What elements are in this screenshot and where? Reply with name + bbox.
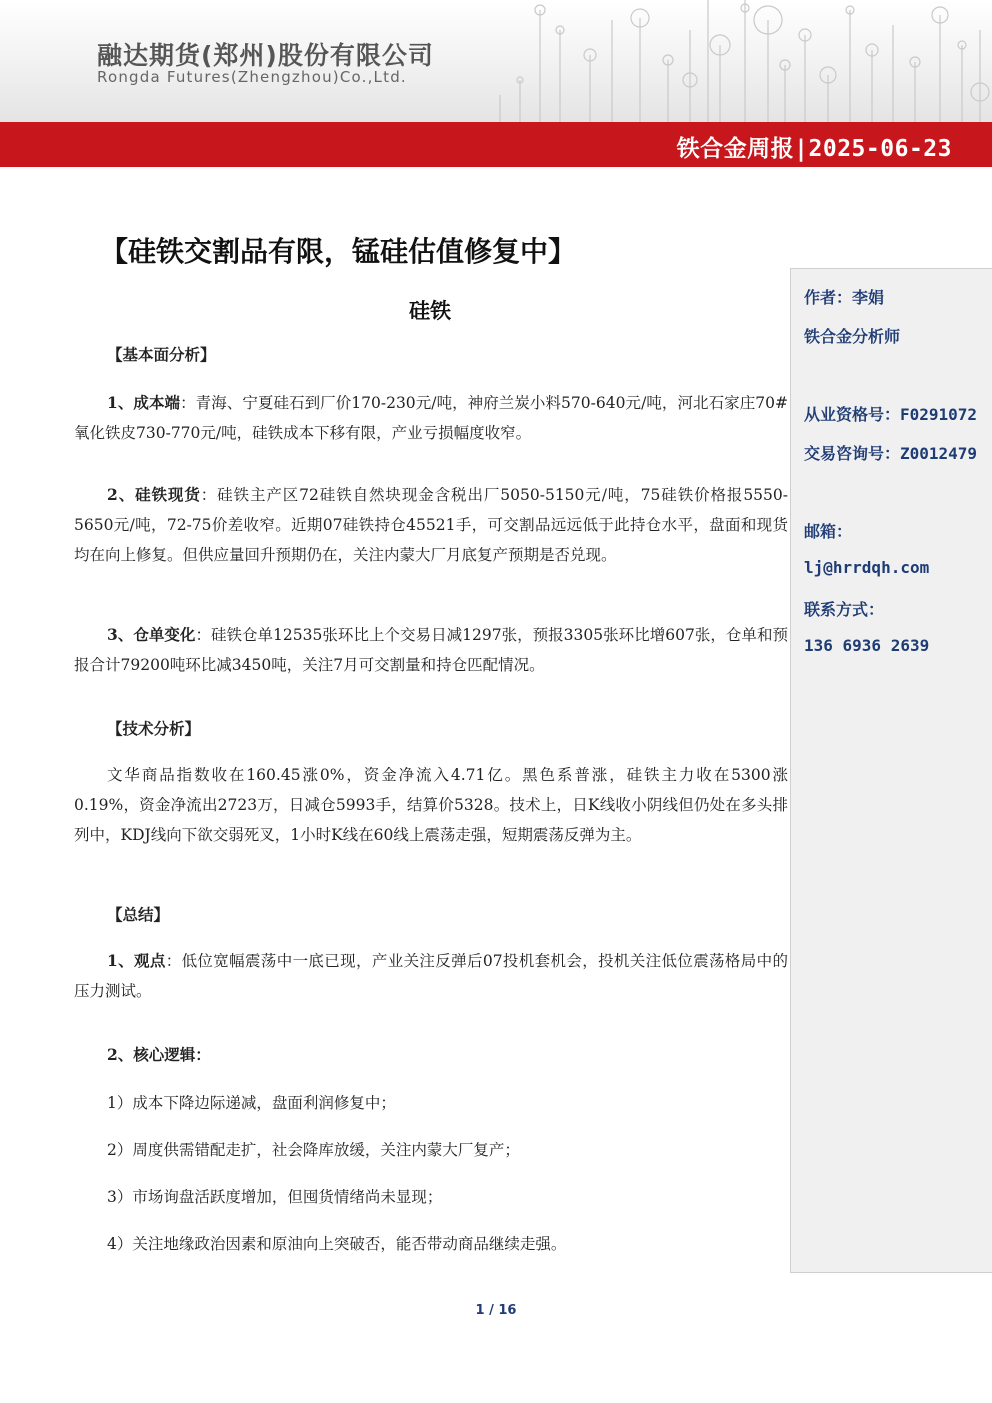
- paragraph-view: [74, 946, 788, 1006]
- author-name: 作者：李娟: [804, 288, 885, 307]
- page-number: 1 / 16: [475, 1303, 517, 1318]
- paragraph-spot: [74, 480, 788, 570]
- section-heading-fundamental: 【基本面分析】: [107, 345, 216, 364]
- section-heading-summary: 【总结】: [107, 905, 170, 924]
- qualification-number: 从业资格号：F0291072: [804, 405, 978, 424]
- logic-item: 4）关注地缘政治因素和原油向上突破否，能否带动商品继续走强。: [107, 1235, 567, 1253]
- paragraph-technical: 文华商品指数收在160.45涨0%，资金净流入4.71亿。黑色系普涨，硅铁主力收在5300涨0.19%，资金净流出2723万，日减仓5993手，结算价5328。技术上，日K线收小阴线但仍处在多头排列中，KDJ线向下欲交弱死叉，1小时K线在60线上震荡走强，短期震荡反弹为主。: [74, 766, 788, 844]
- paragraph-cost-text: ：青海、宁夏硅石到厂价170-230元/吨，神府兰炭小料570-640元/吨，河北石家庄70#氧化铁皮730-770元/吨，硅铁成本下移有限，产业亏损幅度收窄。: [74, 394, 788, 442]
- consulting-number: 交易咨询号：Z0012479: [804, 444, 978, 463]
- report-title: 铁合金周报|2025-06-23: [676, 136, 952, 162]
- article-subtitle: 硅铁: [409, 298, 451, 323]
- paragraph-cost: [74, 388, 788, 448]
- paragraph-spot-label: 2、硅铁现货: [107, 485, 201, 504]
- paragraph-warehouse-label: 3、仓单变化: [107, 625, 196, 644]
- logic-heading: 2、核心逻辑：: [107, 1045, 211, 1064]
- email-address: lj@hrrdqh.com: [804, 558, 930, 577]
- logic-item: 3）市场询盘活跃度增加，但囤货情绪尚未显现；: [107, 1188, 443, 1206]
- company-name-en: Rongda Futures(Zhengzhou)Co.,Ltd.: [97, 68, 407, 86]
- author-sidebar: [790, 268, 992, 1273]
- email-label: 邮箱：: [804, 522, 853, 541]
- report-header: [0, 0, 992, 170]
- company-name-cn: 融达期货(郑州)股份有限公司: [97, 41, 434, 70]
- logic-item: 2）周度供需错配走扩，社会降库放缓，关注内蒙大厂复产；: [107, 1141, 520, 1159]
- section-heading-technical: 【技术分析】: [107, 719, 201, 738]
- paragraph-warehouse-text: ：硅铁仓单12535张环比上个交易日减1297张，预报3305张环比增607张，仓单和预报合计79200吨环比减3450吨，关注7月可交割量和持仓匹配情况。: [74, 626, 788, 674]
- logic-item: 1）成本下降边际递减，盘面利润修复中；: [107, 1094, 396, 1112]
- paragraph-view-text: ：低位宽幅震荡中一底已现，产业关注反弹后07投机套机会，投机关注低位震荡格局中的压力测试。: [74, 952, 788, 1000]
- paragraph-view-label: 1、观点: [107, 951, 166, 970]
- paragraph-cost-label: 1、成本端: [107, 393, 181, 412]
- phone-number: 136 6936 2639: [804, 636, 930, 655]
- paragraph-warehouse: [74, 620, 788, 680]
- article-title: 【硅铁交割品有限，锰硅估值修复中】: [100, 235, 577, 268]
- paragraph-spot-text: ：硅铁主产区72硅铁自然块现金含税出厂5050-5150元/吨，75硅铁价格报5550-5650元/吨，72-75价差收窄。近期07硅铁持仓45521手，可交割品远远低于此持仓水平，盘面和现货均在向上修复。但供应量回升预期仍在，关注内蒙大厂月底复产预期是否兑现。: [74, 486, 788, 564]
- author-role: 铁合金分析师: [804, 327, 901, 346]
- contact-label: 联系方式：: [804, 600, 885, 619]
